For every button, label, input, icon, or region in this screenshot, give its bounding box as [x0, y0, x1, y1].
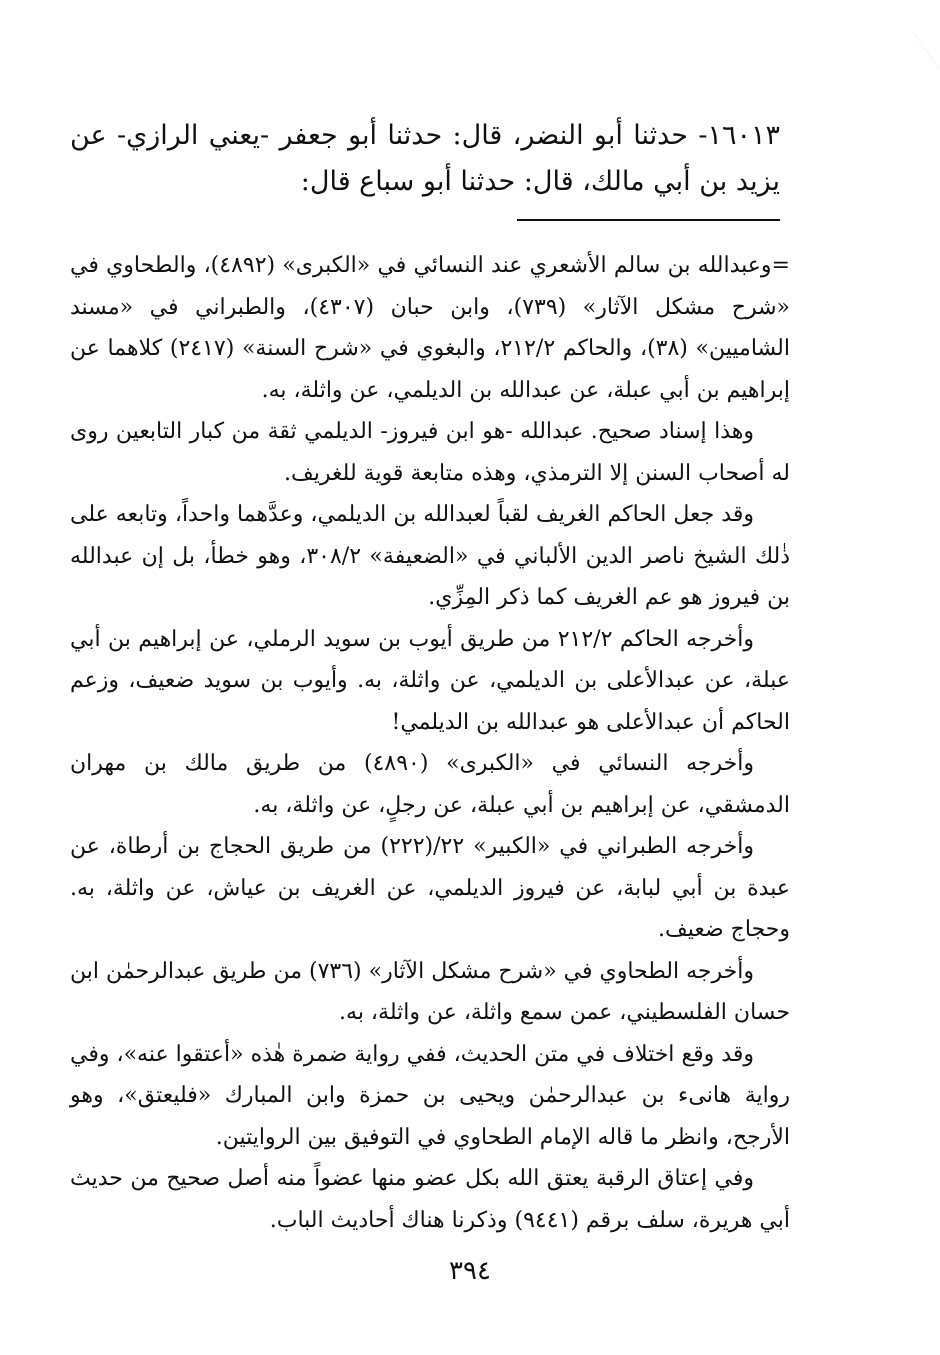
footnote-paragraph: =وعبدالله بن سالم الأشعري عند النسائي في «الكبرى» (٤٨٩٢)، والطحاوي في «شرح مشكل الآثار» (٧٣٩)، وابن حبان (٤٣٠٧)، والطبراني في «مسند الشاميين» (٣٨)، والحاكم ٢١٢/٢، والبغوي في «شرح السنة» (٢٤١٧) كلاهما عن إبراهيم بن أبي عبلة، عن عبدالله بن الديلمي، عن واثلة، به.: [70, 253, 790, 403]
footnote-paragraph: وأخرجه الطحاوي في «شرح مشكل الآثار» (٧٣٦) من طريق عبدالرحمٰن ابن حسان الفلسطيني، عمن سمع واثلة، عن واثلة، به.: [70, 958, 790, 1025]
hadith-text-block: [70, 113, 780, 205]
page-number: ٣٩٤: [449, 1256, 491, 1286]
footnote-paragraph: وقد وقع اختلاف في متن الحديث، ففي رواية ضمرة هٰذه «أعتقوا عنه»، وفي رواية هانىء بن عبدالرحمٰن ويحيى بن حمزة وابن المبارك «فليعتق»، وهو الأرجح، وانظر ما قاله الإمام الطحاوي في التوفيق بين الروايتين.: [70, 1041, 790, 1150]
footnotes-block: [70, 245, 790, 1241]
footnote-paragraph: وأخرجه الطبراني في «الكبير» ٢٢/(٢٢٢) من طريق الحجاج بن أرطاة، عن عبدة بن أبي لبابة، عن فيروز الديلمي، عن الغريف بن عياش، عن واثلة، به. وحجاج ضعيف.: [70, 834, 790, 942]
footnote-paragraph: وأخرجه الحاكم ٢١٢/٢ من طريق أيوب بن سويد الرملي، عن إبراهيم بن أبي عبلة، عن عبدالأعلى بن الديلمي، عن واثلة، به. وأيوب بن سويد ضعيف، وزعم الحاكم أن عبدالأعلى هو عبدالله بن الديلمي!: [70, 626, 790, 735]
footnote-paragraph: وقد جعل الحاكم الغريف لقباً لعبدالله بن الديلمي، وعدَّهما واحداً، وتابعه على ذٰلك الشيخ ناصر الدين الألباني في «الضعيفة» ٣٠٨/٢، وهو خطأ، بل إن عبدالله بن فيروز هو عم الغريف كما ذكر المِزِّي.: [70, 502, 790, 610]
footnote-paragraph: وفي إعتاق الرقبة يعتق الله بكل عضو منها عضواً منه أصل صحيح من حديث أبي هريرة، سلف برقم (٩٤٤١) وذكرنا هناك أحاديث الباب.: [70, 1166, 790, 1233]
footnote-paragraph: وأخرجه النسائي في «الكبرى» (٤٨٩٠) من طريق مالك بن مهران الدمشقي، عن إبراهيم بن أبي عبلة، عن رجلٍ، عن واثلة، به.: [70, 751, 790, 818]
scan-artifact: [882, 34, 940, 107]
hadith-text: ١٦٠١٣- حدثنا أبو النضر، قال: حدثنا أبو جعفر -يعني الرازي- عن يزيد بن أبي مالك، قال: حدثنا أبو سباع قال:: [70, 120, 780, 197]
footnote-paragraph: وهذا إسناد صحيح. عبدالله -هو ابن فيروز- الديلمي ثقة من كبار التابعين روى له أصحاب السنن إلا الترمذي، وهذه متابعة قوية للغريف.: [70, 419, 790, 486]
footnote-separator: [517, 219, 780, 221]
